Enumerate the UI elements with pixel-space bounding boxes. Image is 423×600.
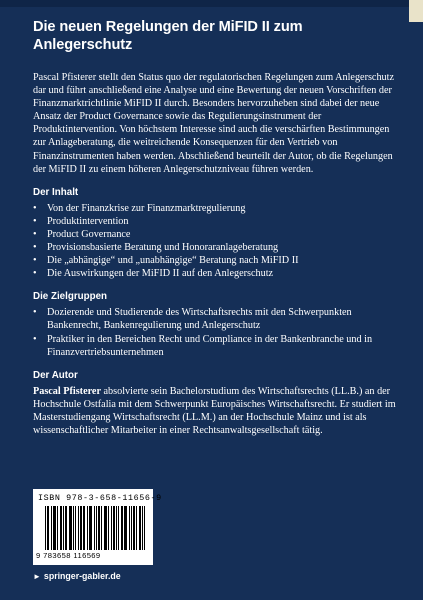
barcode-icon [45, 506, 145, 550]
book-title: Die neuen Regelungen der MiFID II zum Anlegerschutz [33, 19, 303, 53]
audience-heading: Die Zielgruppen [33, 291, 108, 303]
list-item [33, 228, 401, 241]
author-bio [33, 385, 401, 437]
bullet-icon: • [33, 202, 37, 214]
list-item [33, 202, 401, 215]
barcode [33, 489, 162, 565]
list-item-text: Von der Finanzkrise zur Finanzmarktregulierung [47, 202, 246, 214]
list-item-text: Provisionsbasierte Beratung und Honoraranlageberatung [47, 242, 279, 254]
audience-list [33, 306, 401, 358]
bullet-icon: • [33, 242, 37, 254]
bullet-icon: • [33, 268, 37, 280]
list-item-text: Die Auswirkungen der MiFID II auf den Anlegerschutz [47, 268, 274, 280]
barcode-digits: 9 783658 116569 [36, 551, 101, 560]
list-item-text: Dozierende und Studierende des Wirtschaftsrechts mit den Schwerpunkten Bankenrecht, Bankenregulierung und Anlegerschutz [47, 307, 352, 332]
list-item [33, 306, 401, 332]
list-item [33, 267, 401, 280]
list-item-text: Praktiker in den Bereichen Recht und Compliance in der Bankenbranche und in Finanzvertriebsunternehmen [47, 333, 373, 358]
list-item [33, 215, 401, 228]
arrow-right-icon: ► [33, 572, 41, 581]
list-item [33, 254, 401, 267]
list-item-text: Die „abhängige“ und „unabhängige“ Beratung nach MiFID II [47, 255, 299, 267]
top-band [0, 0, 423, 7]
bullet-icon: • [33, 307, 37, 319]
bullet-icon: • [33, 215, 37, 227]
bullet-icon: • [33, 333, 37, 345]
corner-tab [409, 0, 423, 22]
bullet-icon: • [33, 255, 37, 267]
intro-paragraph: Pascal Pfisterer stellt den Status quo der regulatorischen Regelungen zum Anlegerschutz dar und führt anschließend eine Analyse und eine Bewertung der neuen Vorschriften der Finanzmarktrichtlinie MiFID II durch. Besonders hervorzuheben sind dabei der neue Ansatz der Product Governance sowie das Regulierungsinstrument der Produktintervention. Von höchstem Interesse sind auch die verschärften Bestimmungen zur Anlageberatung, die weitreichende Konsequenzen für den Vertrieb von Finanzinstrumenten haben werden. Abschließend beurteilt der Autor, ob die Regelungen der MiFID II zu einem höheren Anlegerschutzniveau führen werden. [33, 72, 394, 175]
barcode-bars [45, 506, 145, 550]
back-cover-text [33, 18, 401, 437]
website-link[interactable]: springer-gabler.de [43, 571, 121, 581]
publisher-website[interactable] [33, 571, 121, 581]
list-item-text: Product Governance [47, 228, 131, 240]
list-item [33, 241, 401, 254]
author-bio-text: absolvierte sein Bachelorstudium des Wirtschaftsrechts (LL.B.) an der Hochschule Ostfalia mit dem Schwerpunkt Europäisches Wirtschaftsrecht. Er studiert im Masterstudiengang Wirtschaftsrecht (LL.M.) an der Hochschule Mainz und ist als wissenschaftlicher Mitarbeiter in einer Rechtsanwaltsgesellschaft tätig. [33, 385, 396, 436]
bullet-icon: • [33, 228, 37, 240]
isbn-label: ISBN 978-3-658-11656-9 [38, 493, 162, 503]
contents-heading: Der Inhalt [33, 186, 79, 198]
list-item [33, 333, 401, 359]
author-name: Pascal Pfisterer [33, 385, 101, 397]
contents-list [33, 202, 401, 281]
author-heading: Der Autor [33, 369, 78, 381]
list-item-text: Produktintervention [47, 215, 129, 227]
